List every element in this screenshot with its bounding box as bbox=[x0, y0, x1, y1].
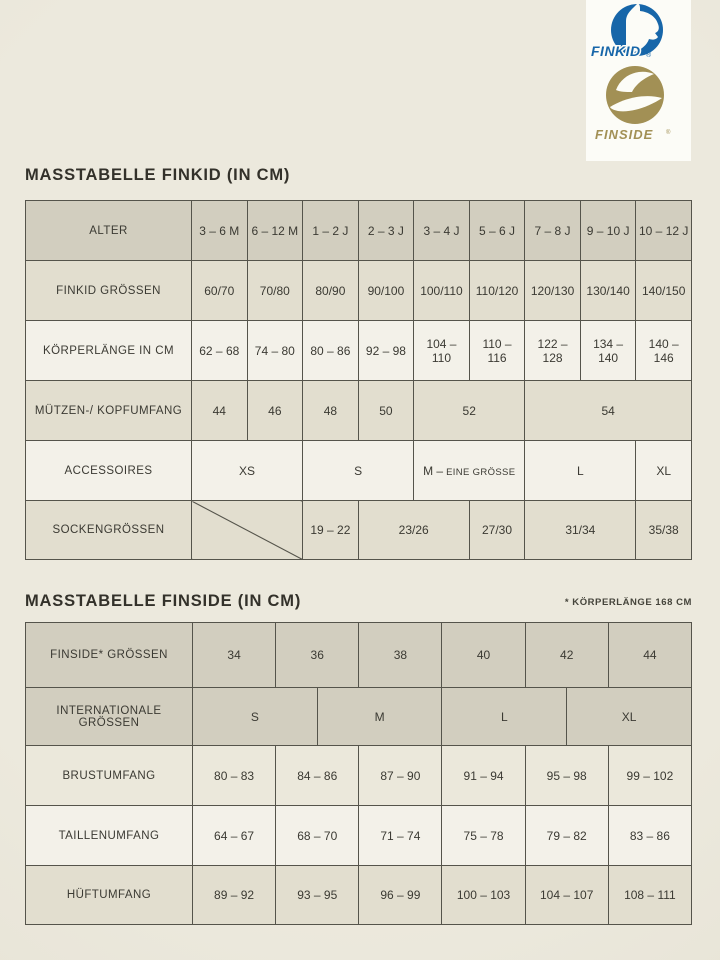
cell-value: 42 bbox=[560, 648, 574, 662]
cell-value: 2 – 3 J bbox=[367, 223, 404, 238]
cell-value: 7 – 8 J bbox=[534, 223, 571, 238]
value-cell bbox=[358, 321, 414, 381]
row-label-finside-gr-ssen: FINSIDE* GRÖSSEN bbox=[26, 623, 193, 688]
value-cell bbox=[303, 441, 414, 501]
finside-wordmark: FINSIDE bbox=[595, 127, 654, 142]
table-row bbox=[26, 623, 692, 688]
finside-footnote: * KÖRPERLÄNGE 168 CM bbox=[564, 597, 692, 608]
finkid-wordmark: FINKID bbox=[591, 43, 641, 59]
value-cell bbox=[193, 623, 276, 688]
cell-value: 100 – 103 bbox=[456, 888, 511, 902]
value-cell bbox=[192, 201, 248, 261]
cell-value: 134 – 140 bbox=[593, 336, 624, 365]
value-cell bbox=[525, 261, 581, 321]
value-cell bbox=[608, 866, 691, 925]
cell-value: 91 – 94 bbox=[463, 768, 504, 783]
row-label-finkid-gr-ssen: FINKID GRÖSSEN bbox=[26, 261, 192, 321]
row-label-brustumfang: BRUSTUMFANG bbox=[26, 746, 193, 806]
cell-value: 71 – 74 bbox=[380, 828, 421, 843]
value-cell bbox=[636, 441, 692, 501]
table-row bbox=[26, 441, 692, 501]
value-cell bbox=[469, 321, 525, 381]
cell-value: 48 bbox=[323, 403, 338, 418]
cell-value: L bbox=[500, 709, 508, 724]
table-row bbox=[26, 381, 692, 441]
finside-size-table bbox=[25, 622, 692, 925]
cell-value-suffix: EINE GRÖSSE bbox=[443, 466, 516, 478]
value-cell bbox=[192, 321, 248, 381]
value-cell bbox=[442, 688, 567, 746]
value-cell bbox=[414, 381, 525, 441]
cell-value: 1 – 2 J bbox=[312, 223, 349, 238]
cell-value: 96 – 99 bbox=[380, 888, 421, 902]
finside-table-header bbox=[25, 592, 692, 611]
cell-value: 110/120 bbox=[475, 283, 519, 298]
cell-value: 44 bbox=[643, 648, 657, 662]
value-cell bbox=[525, 866, 608, 925]
finside-logo bbox=[586, 62, 691, 147]
cell-value: 64 – 67 bbox=[214, 828, 255, 843]
cell-value: 75 – 78 bbox=[463, 828, 504, 843]
value-cell bbox=[525, 501, 636, 560]
cell-value: 79 – 82 bbox=[546, 828, 587, 843]
size-table bbox=[25, 200, 692, 560]
value-cell bbox=[303, 321, 359, 381]
cell-value: 34 bbox=[227, 648, 241, 662]
value-cell bbox=[608, 623, 691, 688]
cell-value: 6 – 12 M bbox=[251, 223, 299, 238]
value-cell bbox=[525, 201, 581, 261]
cell-value: 89 – 92 bbox=[214, 888, 255, 902]
value-cell bbox=[359, 746, 442, 806]
row-label-h-ftumfang: HÜFTUMFANG bbox=[26, 866, 193, 925]
row-label-k-rperl-nge-in-cm: KÖRPERLÄNGE IN CM bbox=[26, 321, 192, 381]
value-cell bbox=[525, 806, 608, 866]
value-cell bbox=[193, 746, 276, 806]
cell-value: L bbox=[576, 463, 584, 478]
cell-value: 110 – 116 bbox=[482, 336, 512, 365]
cell-value: 3 – 4 J bbox=[423, 223, 460, 238]
cell-value: 140/150 bbox=[641, 283, 686, 298]
value-cell bbox=[442, 806, 525, 866]
value-cell bbox=[192, 261, 248, 321]
cell-value: 5 – 6 J bbox=[478, 223, 516, 238]
table-row bbox=[26, 688, 692, 746]
finkid-table-title: MASSTABELLE FINKID (IN CM) bbox=[25, 166, 291, 184]
finkid-logo bbox=[586, 3, 691, 63]
row-label-alter: ALTER bbox=[26, 201, 192, 261]
value-cell bbox=[303, 261, 359, 321]
value-cell bbox=[636, 201, 692, 261]
cell-value: 19 – 22 bbox=[310, 523, 351, 537]
value-cell bbox=[276, 623, 359, 688]
value-cell bbox=[247, 261, 303, 321]
value-cell bbox=[276, 806, 359, 866]
value-cell bbox=[247, 321, 303, 381]
cell-value: 52 bbox=[462, 403, 476, 418]
value-cell bbox=[636, 321, 692, 381]
value-cell bbox=[414, 201, 470, 261]
cell-value: S bbox=[354, 463, 363, 478]
row-label-m-tzen-kopfumfang: MÜTZEN-/ KOPFUMFANG bbox=[26, 381, 192, 441]
row-label-sockengr-ssen: SOCKENGRÖSSEN bbox=[26, 501, 192, 560]
row-label-taillenumfang: TAILLENUMFANG bbox=[26, 806, 193, 866]
value-cell bbox=[359, 866, 442, 925]
cell-value: 100/110 bbox=[420, 283, 463, 298]
value-cell bbox=[414, 321, 470, 381]
value-cell bbox=[247, 381, 303, 441]
cell-value: 95 – 98 bbox=[546, 768, 587, 783]
value-cell bbox=[193, 866, 276, 925]
cell-value: 140 – 146 bbox=[648, 336, 679, 365]
value-cell bbox=[303, 201, 359, 261]
value-cell bbox=[358, 201, 414, 261]
diagonal-strike-cell bbox=[192, 501, 303, 560]
cell-value: 80 – 83 bbox=[214, 768, 255, 783]
cell-value: 104 – 110 bbox=[426, 336, 457, 365]
cell-value: M bbox=[374, 709, 385, 724]
cell-value: 83 – 86 bbox=[629, 828, 670, 843]
cell-value: 10 – 12 J bbox=[639, 223, 689, 238]
value-cell bbox=[358, 381, 414, 441]
cell-value: 40 bbox=[476, 648, 491, 662]
value-cell bbox=[303, 501, 359, 560]
finside-table-title: MASSTABELLE FINSIDE (IN CM) bbox=[25, 592, 302, 610]
cell-value: 108 – 111 bbox=[624, 888, 676, 902]
row-label-accessoires: ACCESSOIRES bbox=[26, 441, 192, 501]
cell-value: 3 – 6 M bbox=[199, 223, 240, 238]
cell-value: 60/70 bbox=[204, 283, 235, 298]
cell-value: 36 bbox=[310, 648, 324, 662]
finside-registered-icon: ® bbox=[666, 130, 671, 136]
value-cell bbox=[608, 806, 691, 866]
cell-value: 80 – 86 bbox=[310, 343, 351, 358]
value-cell bbox=[442, 746, 525, 806]
table-row bbox=[26, 321, 692, 381]
value-cell bbox=[469, 261, 525, 321]
value-cell bbox=[192, 441, 303, 501]
value-cell bbox=[525, 441, 636, 501]
cell-value: S bbox=[250, 709, 259, 724]
value-cell bbox=[247, 201, 303, 261]
cell-value: 120/130 bbox=[530, 283, 575, 298]
cell-value: 31/34 bbox=[565, 523, 596, 537]
value-cell bbox=[580, 201, 636, 261]
value-cell bbox=[469, 501, 525, 560]
value-cell bbox=[442, 623, 525, 688]
cell-value: 50 bbox=[379, 403, 393, 418]
size-table bbox=[25, 622, 692, 925]
cell-value: XL bbox=[621, 709, 637, 724]
table-row bbox=[26, 866, 692, 925]
value-cell bbox=[608, 746, 691, 806]
table-row bbox=[26, 746, 692, 806]
cell-value: 74 – 80 bbox=[254, 343, 295, 358]
value-cell bbox=[276, 866, 359, 925]
cell-value: 46 bbox=[268, 403, 282, 418]
cell-value: 90/100 bbox=[367, 283, 405, 298]
value-cell bbox=[525, 623, 608, 688]
value-cell bbox=[317, 688, 442, 746]
value-cell bbox=[525, 381, 692, 441]
cell-value: 87 – 90 bbox=[380, 768, 421, 783]
cell-value: 54 bbox=[601, 403, 615, 418]
value-cell bbox=[276, 746, 359, 806]
cell-value: 104 – 107 bbox=[540, 888, 594, 902]
table-row bbox=[26, 501, 692, 560]
value-cell bbox=[636, 261, 692, 321]
cell-value: 80/90 bbox=[315, 283, 346, 298]
value-cell bbox=[636, 501, 692, 560]
cell-value: 84 – 86 bbox=[297, 768, 338, 783]
value-cell bbox=[525, 746, 608, 806]
value-cell bbox=[359, 806, 442, 866]
cell-value: 23/26 bbox=[398, 523, 429, 537]
cell-value: 62 – 68 bbox=[199, 343, 240, 358]
value-cell bbox=[442, 866, 525, 925]
value-cell bbox=[580, 321, 636, 381]
value-cell bbox=[414, 441, 525, 501]
finkid-size-table bbox=[25, 200, 692, 560]
cell-value: 92 – 98 bbox=[365, 343, 406, 358]
cell-value: XS bbox=[239, 463, 256, 478]
cell-value: 27/30 bbox=[481, 523, 513, 537]
value-cell bbox=[358, 261, 414, 321]
table-row bbox=[26, 806, 692, 866]
table-row bbox=[26, 261, 692, 321]
cell-value: 38 bbox=[393, 648, 408, 662]
cell-value: 9 – 10 J bbox=[586, 223, 630, 238]
value-cell bbox=[303, 381, 359, 441]
brand-logo-panel bbox=[586, 0, 691, 161]
cell-value: 35/38 bbox=[648, 523, 679, 537]
cell-value: 122 – 128 bbox=[537, 336, 568, 365]
value-cell bbox=[580, 261, 636, 321]
cell-value: 70/80 bbox=[259, 283, 290, 298]
finkid-registered-icon: ® bbox=[646, 52, 652, 59]
cell-value: XL bbox=[656, 463, 672, 478]
cell-value: 68 – 70 bbox=[297, 828, 338, 843]
value-cell bbox=[193, 806, 276, 866]
value-cell bbox=[525, 321, 581, 381]
value-cell bbox=[469, 201, 525, 261]
value-cell bbox=[414, 261, 470, 321]
value-cell bbox=[359, 623, 442, 688]
cell-value: 99 – 102 bbox=[626, 768, 674, 783]
row-label-internationale-gr-ssen: INTERNATIONALE GRÖSSEN bbox=[26, 688, 193, 746]
value-cell bbox=[192, 381, 248, 441]
value-cell bbox=[193, 688, 318, 746]
value-cell bbox=[567, 688, 692, 746]
table-row bbox=[26, 201, 692, 261]
cell-value: 93 – 95 bbox=[297, 888, 338, 902]
cell-value: 130/140 bbox=[586, 283, 630, 298]
cell-value: M – bbox=[423, 463, 444, 478]
value-cell bbox=[358, 501, 469, 560]
cell-value: 44 bbox=[212, 403, 226, 418]
